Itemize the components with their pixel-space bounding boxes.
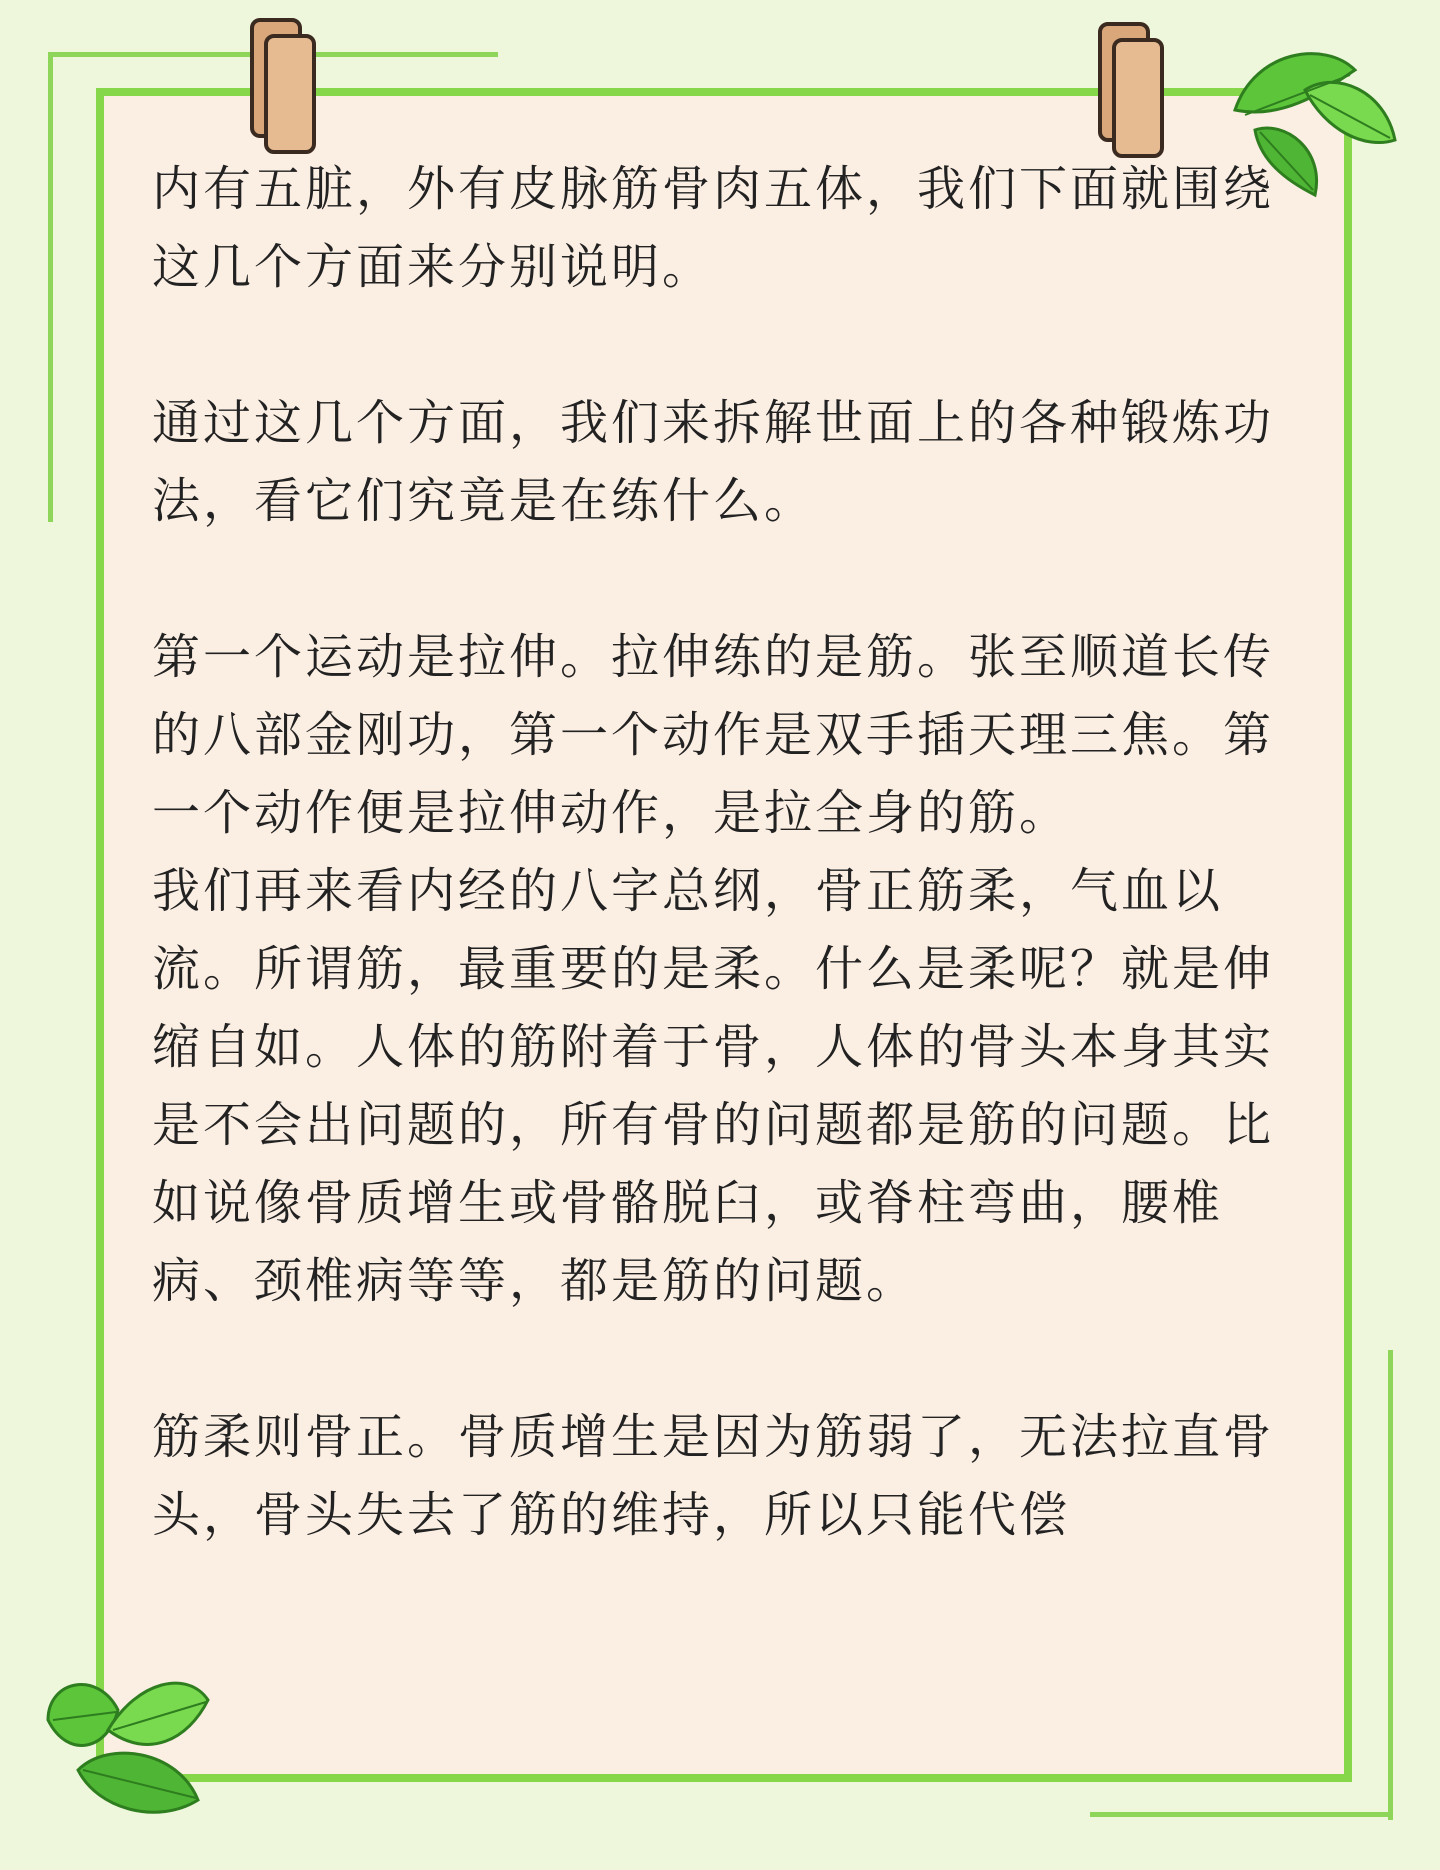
leaf-cluster-bottom-left-icon [28, 1660, 228, 1830]
paragraph-4: 我们再来看内经的八字总纲，骨正筋柔，气血以流。所谓筋，最重要的是柔。什么是柔呢？就是伸缩自如。人体的筋附着于骨，人体的骨头本身其实是不会出问题的，所有骨的问题都是筋的问题。比如说像骨质增生或骨骼脱臼，或脊柱弯曲，腰椎病、颈椎病等等，都是筋的问题。 [152, 863, 1275, 1309]
clip-left-icon [250, 18, 298, 146]
decor-line-left [48, 52, 53, 522]
paragraph-5: 筋柔则骨正。骨质增生是因为筋弱了，无法拉直骨头，骨头失去了筋的维持，所以只能代偿 [152, 1409, 1275, 1543]
paragraph-2: 通过这几个方面，我们来拆解世面上的各种锻炼功法，看它们究竟是在练什么。 [152, 395, 1275, 529]
paragraph-3: 第一个运动是拉伸。拉伸练的是筋。张至顺道长传的八部金刚功，第一个动作是双手插天理三焦。第一个动作便是拉伸动作，是拉全身的筋。 [152, 629, 1275, 841]
decor-line-bottom [1090, 1812, 1390, 1817]
clip-right-icon [1098, 22, 1146, 150]
article-body [152, 150, 1292, 1554]
decor-line-right [1388, 1350, 1393, 1820]
paragraph-1: 内有五脏，外有皮脉筋骨肉五体，我们下面就围绕这几个方面来分别说明。 [152, 161, 1275, 295]
